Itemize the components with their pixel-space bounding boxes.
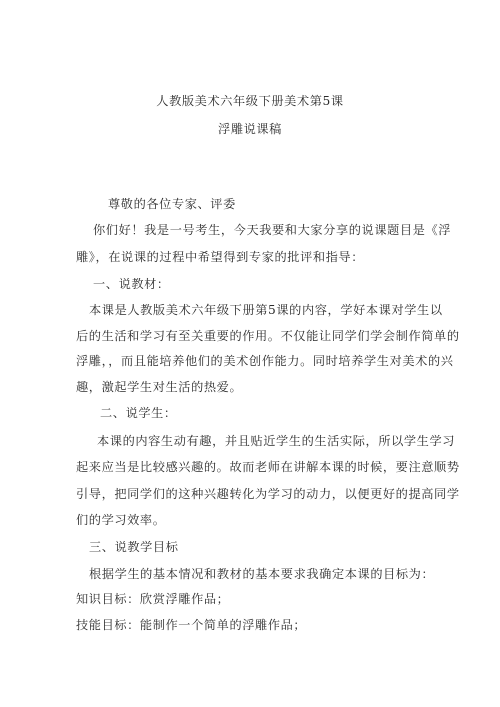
section-heading-objectives: 三、说教学目标 <box>89 540 179 554</box>
document-title: 人教版美术六年级下册美术第5课 <box>156 94 344 108</box>
section-heading-textbook: 一、说教材： <box>93 277 170 291</box>
textbook-line-4: 趣，激起学生对生活的热爱。 <box>76 380 243 394</box>
section-heading-students: 二、说学生： <box>100 406 177 420</box>
textbook-line-2: 后的生活和学习有至关重要的作用。不仅能让同学们学会制作简单的 <box>76 329 460 343</box>
greeting-line-2: 雕》，在说课的过程中希望得到专家的批评和指导： <box>76 250 365 264</box>
salutation: 尊敬的各位专家、评委 <box>108 197 236 211</box>
students-line-4: 们的学习效率。 <box>76 513 166 527</box>
objectives-intro: 根据学生的基本情况和教材的基本要求我确定本课的目标为： <box>89 567 435 581</box>
textbook-line-3: 浮雕，，而且能培养他们的美术创作能力。同时培养学生对美术的兴 <box>76 354 454 368</box>
students-line-1: 本课的内容生动有趣，并且贴近学生的生活实际，所以学生学习 <box>97 434 456 448</box>
students-line-3: 引导，把同学们的这种兴趣转化为学习的动力，以便更好的提高同学 <box>76 487 460 501</box>
students-line-2: 起来应当是比较感兴趣的。故而老师在讲解本课的时候，要注意顺势 <box>76 460 460 474</box>
textbook-line-1: 本课是人教版美术六年级下册第5课的内容，学好本课对学生以 <box>89 303 443 317</box>
skill-objective: 技能目标：能制作一个简单的浮雕作品； <box>76 618 307 632</box>
knowledge-objective: 知识目标：欣赏浮雕作品； <box>76 592 230 606</box>
document-subtitle: 浮雕说课稿 <box>218 122 282 136</box>
greeting-line-1: 你们好！我是一号考生，今天我要和大家分享的说课题目是《浮 <box>93 223 452 237</box>
